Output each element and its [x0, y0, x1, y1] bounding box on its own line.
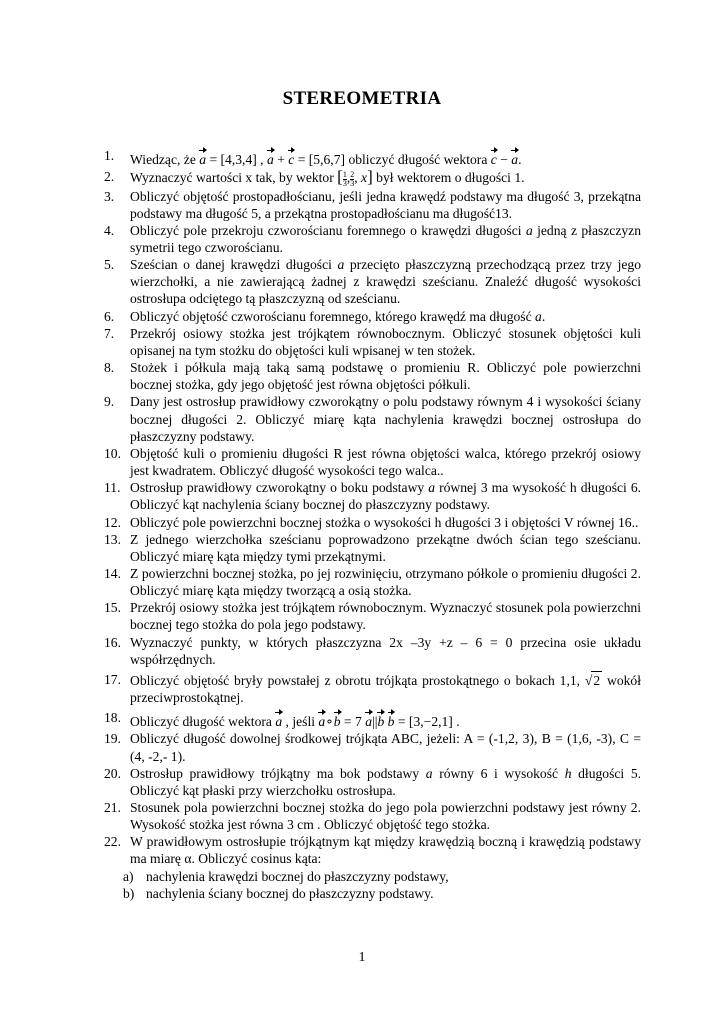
- problem-number: 4.: [104, 222, 115, 238]
- formula: ||: [372, 714, 378, 730]
- problem-item: 2. Wyznaczyć wartości x tak, by wektor [ $\frac{1}{3}$ , $\frac{2}{3}$ , x] był wektorem o długości 1.: [104, 167, 525, 188]
- problem-item: 17. Obliczyć objętość bryły powstałej z obrotu trójkąta prostokątnego o bokach 1,1, √2 wokół przeciwprostokątnej.: [104, 671, 641, 706]
- problem-item: [104, 599, 641, 633]
- problem-number: 10.: [104, 445, 121, 461]
- problem-number: 2.: [104, 169, 115, 185]
- problem-text: , jeśli: [285, 714, 315, 730]
- vector-symbol: a: [365, 709, 372, 730]
- problem-number: 17.: [104, 671, 121, 687]
- problem-item: [104, 393, 641, 444]
- problem-text: Obliczyć objętość czworościanu foremnego, którego krawędź ma długość: [130, 308, 532, 324]
- page-number: 1: [358, 950, 366, 965]
- problem-text: równy 6 i wysokość: [439, 765, 559, 781]
- problem-item: [104, 147, 641, 168]
- formula: = [3,−2,1] .: [397, 714, 460, 730]
- problem-item: [104, 765, 641, 799]
- problem-text: Obliczyć pole powierzchni bocznej stożka o wysokości h długości 3 i objętości V równej 16..: [130, 514, 639, 530]
- problem-text: był wektorem o długości 1.: [376, 170, 525, 186]
- problem-text: Objętość kuli o promieniu długości R jest równa objętości walca, którego przekrój osiowy jest kwadratem. Obliczyć długość wysokości tego walca..: [130, 445, 641, 479]
- problem-number: 20.: [104, 765, 121, 781]
- problem-text: obliczyć długość wektora: [348, 152, 488, 167]
- problem-text: Wyznaczyć wartości x tak, by wektor: [130, 170, 334, 186]
- formula: −: [500, 152, 508, 167]
- sub-item-letter: a): [123, 868, 134, 884]
- problem-item: [104, 256, 641, 307]
- problem-text: Z jednego wierzchołka sześcianu poprowadzono przekątne dwóch ścian tego sześcianu. Obliczyć miarę kąta między tymi przekątnymi.: [130, 531, 641, 564]
- vector-symbol: b: [377, 709, 384, 730]
- sub-item-text: nachylenia krawędzi bocznej do płaszczyzny podstawy,: [146, 868, 449, 884]
- problem-text: Obliczyć długość wektora: [130, 714, 272, 730]
- problem-number: 15.: [104, 600, 121, 616]
- vector-symbol: b: [388, 709, 395, 730]
- variable: a: [428, 480, 436, 496]
- problem-item: [104, 709, 641, 730]
- bracket-open: [: [337, 167, 343, 187]
- problem-item: [104, 479, 641, 513]
- problem-text: wokół przeciwprostokątnej.: [130, 672, 641, 706]
- problem-item: [104, 188, 641, 222]
- problem-item: [104, 308, 641, 325]
- problem-text: Obliczyć objętość prostopadłościanu, jeśli jedna krawędź podstawy ma długość 3, przekątna podstawy ma długość 5, a przekątna prostopadłościanu ma długość13.: [130, 188, 641, 221]
- vector-symbol: c: [491, 147, 497, 168]
- problem-text: równej 3 ma wysokość h długości 6. Obliczyć kąt nachylenia ściany bocznej do płaszczyzny podstawy.: [130, 480, 642, 513]
- problem-number: 13.: [104, 531, 121, 547]
- variable: x: [361, 170, 368, 186]
- variable: h: [564, 765, 572, 781]
- problem-text: .: [518, 152, 522, 167]
- problem-text: Obliczyć długość dowolnej środkowej trójkąta ABC, jeżeli: A = (-1,2, 3), B = (1,6, -3), C = (4, -2,- 1).: [130, 731, 641, 764]
- problem-item: [104, 514, 641, 531]
- problem-number: 16.: [104, 634, 121, 650]
- sub-item: [104, 885, 641, 902]
- vector-symbol: c: [288, 147, 294, 168]
- problem-number: 22.: [104, 834, 121, 850]
- variable: a: [535, 308, 542, 324]
- problem-item: [104, 445, 641, 479]
- problem-number: 19.: [104, 731, 121, 747]
- fraction: $\frac{2}{3}$: [350, 169, 355, 188]
- problem-text: Stożek i półkula mają taką samą podstawę o promieniu R. Obliczyć pole powierzchni bocznej stożka, gdy jego objętość jest równa objętości półkuli.: [130, 360, 641, 393]
- formula: ∘: [325, 714, 334, 730]
- problem-item: [104, 222, 641, 256]
- problem-text: .: [541, 308, 546, 324]
- problem-text: Z powierzchni bocznej stożka, po jej rozwinięciu, otrzymano półkole o promieniu długości 2. Obliczyć miarę kąta między tworzącą a osią stożka.: [130, 565, 641, 599]
- problem-number: 3.: [104, 188, 115, 204]
- problem-text: Przekrój osiowy stożka jest trójkątem równobocznym. Obliczyć stosunek objętości kuli opisanej na tym stożku do objętości kuli wpisanej w ten stożek.: [130, 325, 641, 358]
- problem-item: [104, 565, 641, 599]
- problem-item: [104, 833, 641, 867]
- variable: a: [425, 765, 433, 781]
- square-root: 2: [593, 672, 601, 688]
- vector-symbol: a: [511, 147, 518, 168]
- fraction: $\frac{1}{3}$: [342, 169, 347, 188]
- problem-text: Dany jest ostrosłup prawidłowy czworokątny o polu podstawy równym 4 i wysokości ściany bocznej długości 2. Obliczyć miarę kąta nachylenia krawędzi bocznej ostrosłupa do płaszczyzny podstawy.: [130, 394, 641, 444]
- problem-item: [104, 359, 641, 393]
- variable: a: [525, 222, 533, 238]
- problem-number: 8.: [104, 360, 115, 376]
- formula: = [4,3,4] ,: [209, 152, 264, 167]
- vector-symbol: a: [318, 709, 325, 730]
- problem-text: przecięto płaszczyzną przechodzącą przez trzy jego wierzchołki, a nie zawierającą żadnej z krawędzi sześcianu. Znaleźć długość wysokości ostrosłupa odciętego tą płaszczyzną od sześcianu.: [130, 257, 641, 307]
- problem-item: [104, 730, 641, 764]
- problem-text: Obliczyć pole przekroju czworościanu foremnego o krawędzi długości: [130, 222, 522, 238]
- problem-text: Ostrosłup prawidłowy czworokątny o boku podstawy: [130, 480, 425, 496]
- problem-text: jedną z płaszczyzn symetrii tego czworościanu.: [130, 222, 641, 255]
- problem-item: [104, 634, 641, 668]
- problem-text: Wiedząc, że: [130, 152, 196, 167]
- problem-item: [104, 799, 641, 833]
- problem-number: 7.: [104, 325, 115, 341]
- vector-symbol: a: [275, 709, 282, 730]
- formula: +: [277, 152, 285, 167]
- problem-number: 5.: [104, 257, 115, 273]
- problem-number: 11.: [104, 480, 121, 496]
- sub-item-text: nachylenia ściany bocznej do płaszczyzny podstawy.: [146, 885, 434, 901]
- bracket-close: ]: [367, 167, 373, 187]
- problem-text: Sześcian o danej krawędzi długości: [130, 257, 332, 273]
- problem-item: [104, 531, 641, 565]
- variable: a: [337, 257, 345, 273]
- problem-number: 12.: [104, 514, 121, 530]
- problem-number: 21.: [104, 800, 121, 815]
- vector-symbol: a: [267, 147, 274, 168]
- formula: = 7: [343, 714, 362, 730]
- sub-item-letter: b): [123, 885, 135, 901]
- problem-number: 18.: [104, 710, 121, 726]
- problem-number: 9.: [104, 394, 115, 410]
- problem-item: [104, 325, 641, 359]
- problem-text: Przekrój osiowy stożka jest trójkątem równobocznym. Wyznaczyć stosunek pola powierzchni bocznej tego stożka do pola jego podstawy.: [130, 600, 641, 633]
- formula: = [5,6,7]: [297, 152, 346, 167]
- page-title: STEREOMETRIA: [282, 88, 442, 109]
- problem-number: 14.: [104, 565, 121, 581]
- vector-symbol: b: [334, 709, 341, 730]
- problem-list: [104, 147, 641, 902]
- problem-text: Ostrosłup prawidłowy trójkątny ma bok podstawy: [130, 765, 420, 781]
- problem-text: Obliczyć objętość bryły powstałej z obrotu trójkąta prostokątnego o bokach 1,1,: [130, 672, 581, 688]
- vector-symbol: a: [199, 147, 206, 168]
- problem-text: Stosunek pola powierzchni bocznej stożka do jego pola powierzchni podstawy jest równy 2. Wysokość stożka jest równa 3 cm . Obliczyć objętość tego stożka.: [130, 800, 641, 833]
- problem-number: 6.: [104, 308, 115, 324]
- problem-text: Wyznaczyć punkty, w których płaszczyzna 2x –3y +z – 6 = 0 przecina osie układu współrzędnych.: [130, 634, 641, 667]
- problem-text: W prawidłowym ostrosłupie trójkątnym kąt między krawędzią boczną i krawędzią podstawy ma miarę α. Obliczyć cosinus kąta:: [130, 834, 641, 867]
- sub-item: [104, 868, 641, 885]
- problem-text: długości 5. Obliczyć kąt płaski przy wierzchołku ostrosłupa.: [130, 765, 642, 798]
- problem-number: 1.: [104, 148, 115, 163]
